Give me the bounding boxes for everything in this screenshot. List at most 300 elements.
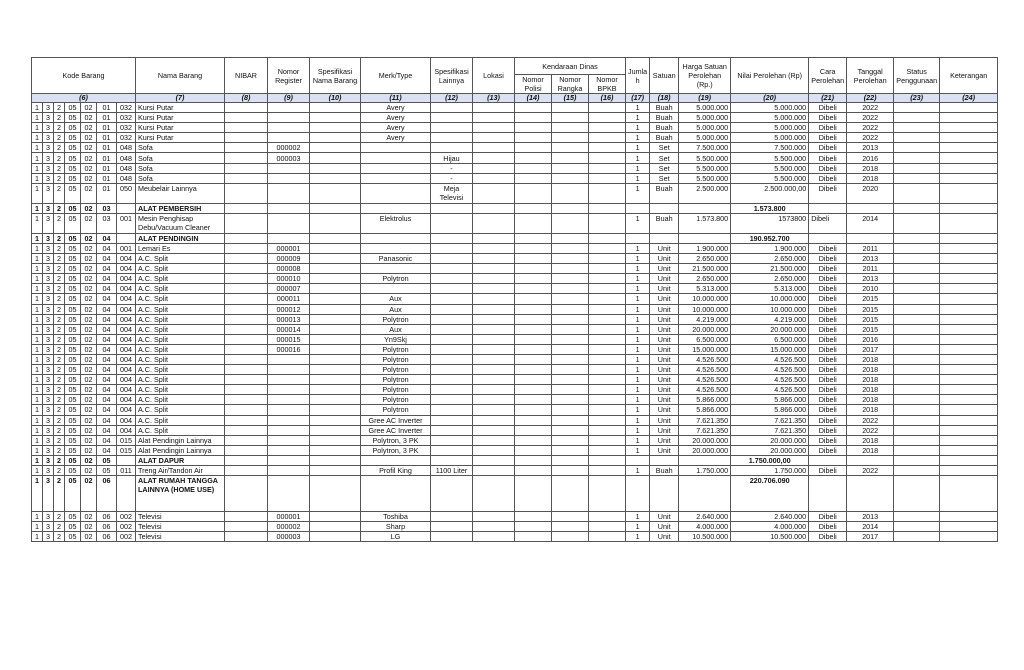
acquisition-method bbox=[809, 203, 847, 213]
kode-segment: 05 bbox=[65, 113, 81, 123]
spec-other: - bbox=[431, 163, 473, 173]
kode-segment: 004 bbox=[117, 264, 136, 274]
kode-segment: 2 bbox=[54, 455, 65, 465]
spec-name bbox=[310, 445, 361, 455]
register-number bbox=[268, 435, 310, 445]
nibar bbox=[225, 375, 268, 385]
kode-segment: 03 bbox=[97, 203, 117, 213]
kode-segment: 3 bbox=[43, 354, 54, 364]
kode-segment: 004 bbox=[117, 354, 136, 364]
spec-name bbox=[310, 103, 361, 113]
spec-name bbox=[310, 143, 361, 153]
kode-segment: 02 bbox=[81, 522, 97, 532]
item-name: Treng Air/Tandon Air bbox=[136, 466, 225, 476]
kode-segment: 004 bbox=[117, 294, 136, 304]
kode-segment: 2 bbox=[54, 203, 65, 213]
column-number: (15) bbox=[552, 94, 589, 103]
frame-number bbox=[552, 385, 589, 395]
kode-segment: 04 bbox=[97, 324, 117, 334]
item-name: A.C. Split bbox=[136, 425, 225, 435]
frame-number bbox=[552, 284, 589, 294]
item-name: Televisi bbox=[136, 532, 225, 542]
bpkb-number bbox=[589, 324, 626, 334]
usage-status bbox=[894, 123, 940, 133]
spec-other: Meja Televisi bbox=[431, 183, 473, 203]
kode-segment: 01 bbox=[97, 163, 117, 173]
remarks bbox=[940, 173, 998, 183]
kode-segment: 2 bbox=[54, 274, 65, 284]
table-row bbox=[32, 375, 998, 385]
bpkb-number bbox=[589, 334, 626, 344]
register-number bbox=[268, 103, 310, 113]
location bbox=[473, 304, 515, 314]
table-row bbox=[32, 344, 998, 354]
header-keterangan: Keterangan bbox=[940, 58, 998, 94]
spec-name bbox=[310, 385, 361, 395]
spec-name bbox=[310, 512, 361, 522]
kode-segment: 3 bbox=[43, 233, 54, 243]
item-name: Kursi Putar bbox=[136, 133, 225, 143]
usage-status bbox=[894, 455, 940, 465]
nibar bbox=[225, 274, 268, 284]
kode-segment: 04 bbox=[97, 233, 117, 243]
kode-segment: 3 bbox=[43, 334, 54, 344]
kode-segment: 05 bbox=[65, 163, 81, 173]
acquisition-method: Dibeli bbox=[809, 173, 847, 183]
table-row bbox=[32, 435, 998, 445]
table-row bbox=[32, 284, 998, 294]
table-row bbox=[32, 395, 998, 405]
bpkb-number bbox=[589, 385, 626, 395]
remarks bbox=[940, 243, 998, 253]
item-name: A.C. Split bbox=[136, 405, 225, 415]
acquisition-value: 5.500.000 bbox=[731, 153, 809, 163]
merk-type: Avery bbox=[361, 103, 431, 113]
kode-segment: 05 bbox=[65, 385, 81, 395]
kode-segment: 004 bbox=[117, 254, 136, 264]
acquisition-value: 5.866.000 bbox=[731, 395, 809, 405]
acquisition-value: 20.000.000 bbox=[731, 445, 809, 455]
acquisition-year: 2017 bbox=[847, 532, 894, 542]
kode-segment: 05 bbox=[65, 455, 81, 465]
unit-price: 2.650.000 bbox=[679, 254, 731, 264]
register-number bbox=[268, 365, 310, 375]
spec-name bbox=[310, 455, 361, 465]
merk-type: Avery bbox=[361, 113, 431, 123]
unit-price: 10.500.000 bbox=[679, 532, 731, 542]
location bbox=[473, 233, 515, 243]
kode-segment: 2 bbox=[54, 395, 65, 405]
table-row bbox=[32, 113, 998, 123]
kode-segment: 01 bbox=[97, 123, 117, 133]
acquisition-value: 4.526.500 bbox=[731, 385, 809, 395]
register-number bbox=[268, 385, 310, 395]
police-number bbox=[515, 264, 552, 274]
quantity: 1 bbox=[626, 314, 650, 324]
frame-number bbox=[552, 153, 589, 163]
item-name: A.C. Split bbox=[136, 415, 225, 425]
spec-name bbox=[310, 274, 361, 284]
police-number bbox=[515, 476, 552, 512]
quantity: 1 bbox=[626, 113, 650, 123]
kode-segment: 1 bbox=[32, 294, 43, 304]
kode-segment: 1 bbox=[32, 163, 43, 173]
table-row bbox=[32, 466, 998, 476]
unit: Unit bbox=[650, 264, 679, 274]
kode-segment: 05 bbox=[65, 264, 81, 274]
bpkb-number bbox=[589, 233, 626, 243]
table-row bbox=[32, 304, 998, 314]
acquisition-value: 10.500.000 bbox=[731, 532, 809, 542]
bpkb-number bbox=[589, 532, 626, 542]
kode-segment: 02 bbox=[81, 476, 97, 512]
police-number bbox=[515, 103, 552, 113]
acquisition-value: 1.750.000 bbox=[731, 466, 809, 476]
header-satuan: Satuan bbox=[650, 58, 679, 94]
table-row bbox=[32, 254, 998, 264]
kode-segment: 2 bbox=[54, 466, 65, 476]
nibar bbox=[225, 143, 268, 153]
header-spesifikasi-lainnya: Spesifikasi Lainnya bbox=[431, 58, 473, 94]
kode-segment: 02 bbox=[81, 254, 97, 264]
frame-number bbox=[552, 476, 589, 512]
kode-segment: 1 bbox=[32, 133, 43, 143]
acquisition-year: 2015 bbox=[847, 324, 894, 334]
kode-segment: 2 bbox=[54, 512, 65, 522]
register-number: 000003 bbox=[268, 153, 310, 163]
group-row bbox=[32, 476, 998, 512]
table-row bbox=[32, 522, 998, 532]
column-number: (16) bbox=[589, 94, 626, 103]
kode-segment: 2 bbox=[54, 405, 65, 415]
location bbox=[473, 375, 515, 385]
register-number bbox=[268, 466, 310, 476]
kode-segment: 05 bbox=[65, 435, 81, 445]
register-number: 000012 bbox=[268, 304, 310, 314]
kode-segment: 06 bbox=[97, 476, 117, 512]
bpkb-number bbox=[589, 365, 626, 375]
kode-segment: 004 bbox=[117, 365, 136, 375]
acquisition-value: 5.000.000 bbox=[731, 113, 809, 123]
register-number bbox=[268, 395, 310, 405]
kode-segment: 1 bbox=[32, 243, 43, 253]
acquisition-method: Dibeli bbox=[809, 354, 847, 364]
police-number bbox=[515, 344, 552, 354]
column-number: (10) bbox=[310, 94, 361, 103]
location bbox=[473, 143, 515, 153]
acquisition-year: 2022 bbox=[847, 466, 894, 476]
bpkb-number bbox=[589, 304, 626, 314]
spec-name bbox=[310, 243, 361, 253]
nibar bbox=[225, 304, 268, 314]
kode-segment: 3 bbox=[43, 123, 54, 133]
frame-number bbox=[552, 344, 589, 354]
merk-type: Polytron, 3 PK bbox=[361, 445, 431, 455]
spec-other bbox=[431, 133, 473, 143]
nibar bbox=[225, 354, 268, 364]
kode-segment: 2 bbox=[54, 123, 65, 133]
quantity bbox=[626, 455, 650, 465]
table-row bbox=[32, 354, 998, 364]
location bbox=[473, 435, 515, 445]
kode-segment: 004 bbox=[117, 314, 136, 324]
spec-name bbox=[310, 153, 361, 163]
merk-type: Panasonic bbox=[361, 254, 431, 264]
unit-price: 5.500.000 bbox=[679, 163, 731, 173]
unit-price: 20.000.000 bbox=[679, 324, 731, 334]
unit-price: 4.526.500 bbox=[679, 365, 731, 375]
kode-segment: 05 bbox=[65, 354, 81, 364]
frame-number bbox=[552, 264, 589, 274]
frame-number bbox=[552, 314, 589, 324]
kode-segment: 3 bbox=[43, 324, 54, 334]
table-row bbox=[32, 183, 998, 203]
usage-status bbox=[894, 173, 940, 183]
bpkb-number bbox=[589, 522, 626, 532]
acquisition-value: 10.000.000 bbox=[731, 294, 809, 304]
spec-other bbox=[431, 476, 473, 512]
bpkb-number bbox=[589, 183, 626, 203]
spec-name bbox=[310, 264, 361, 274]
bpkb-number bbox=[589, 466, 626, 476]
location bbox=[473, 133, 515, 143]
kode-segment: 3 bbox=[43, 385, 54, 395]
remarks bbox=[940, 233, 998, 243]
register-number bbox=[268, 445, 310, 455]
acquisition-method: Dibeli bbox=[809, 395, 847, 405]
spec-name bbox=[310, 365, 361, 375]
location bbox=[473, 385, 515, 395]
acquisition-method bbox=[809, 455, 847, 465]
table-row bbox=[32, 123, 998, 133]
unit-price: 7.621.350 bbox=[679, 415, 731, 425]
kode-segment: 002 bbox=[117, 532, 136, 542]
item-name: A.C. Split bbox=[136, 254, 225, 264]
register-number bbox=[268, 123, 310, 133]
merk-type: Polytron bbox=[361, 385, 431, 395]
spec-name bbox=[310, 522, 361, 532]
kode-segment: 3 bbox=[43, 133, 54, 143]
unit-price: 5.500.000 bbox=[679, 173, 731, 183]
kode-segment: 3 bbox=[43, 284, 54, 294]
frame-number bbox=[552, 243, 589, 253]
location bbox=[473, 405, 515, 415]
acquisition-year: 2018 bbox=[847, 435, 894, 445]
register-number bbox=[268, 375, 310, 385]
register-number bbox=[268, 476, 310, 512]
table-row bbox=[32, 143, 998, 153]
frame-number bbox=[552, 233, 589, 243]
kode-segment: 1 bbox=[32, 522, 43, 532]
kode-segment: 1 bbox=[32, 113, 43, 123]
kode-segment: 2 bbox=[54, 103, 65, 113]
kode-segment: 048 bbox=[117, 173, 136, 183]
column-number: (9) bbox=[268, 94, 310, 103]
acquisition-method: Dibeli bbox=[809, 435, 847, 445]
nibar bbox=[225, 395, 268, 405]
kode-segment: 1 bbox=[32, 324, 43, 334]
kode-segment: 032 bbox=[117, 123, 136, 133]
remarks bbox=[940, 354, 998, 364]
item-name: A.C. Split bbox=[136, 274, 225, 284]
spec-name bbox=[310, 435, 361, 445]
acquisition-method: Dibeli bbox=[809, 213, 847, 233]
acquisition-value: 6.500.000 bbox=[731, 334, 809, 344]
remarks bbox=[940, 415, 998, 425]
column-number: (21) bbox=[809, 94, 847, 103]
item-name: A.C. Split bbox=[136, 375, 225, 385]
kode-segment: 1 bbox=[32, 425, 43, 435]
police-number bbox=[515, 466, 552, 476]
unit bbox=[650, 233, 679, 243]
kode-segment: 05 bbox=[65, 512, 81, 522]
kode-segment: 04 bbox=[97, 254, 117, 264]
bpkb-number bbox=[589, 344, 626, 354]
usage-status bbox=[894, 294, 940, 304]
usage-status bbox=[894, 354, 940, 364]
spec-other bbox=[431, 213, 473, 233]
unit-price: 2.650.000 bbox=[679, 274, 731, 284]
spec-name bbox=[310, 415, 361, 425]
spec-other bbox=[431, 405, 473, 415]
kode-segment: 1 bbox=[32, 344, 43, 354]
kode-segment: 02 bbox=[81, 466, 97, 476]
register-number: 000002 bbox=[268, 143, 310, 153]
kode-segment: 3 bbox=[43, 455, 54, 465]
unit-price: 10.000.000 bbox=[679, 294, 731, 304]
unit: Unit bbox=[650, 254, 679, 264]
kode-segment: 3 bbox=[43, 466, 54, 476]
acquisition-method: Dibeli bbox=[809, 385, 847, 395]
location bbox=[473, 203, 515, 213]
remarks bbox=[940, 532, 998, 542]
spec-other bbox=[431, 435, 473, 445]
kode-segment: 2 bbox=[54, 143, 65, 153]
item-name: ALAT DAPUR bbox=[136, 455, 225, 465]
quantity bbox=[626, 476, 650, 512]
acquisition-method: Dibeli bbox=[809, 334, 847, 344]
kode-segment: 3 bbox=[43, 435, 54, 445]
kode-segment: 05 bbox=[65, 324, 81, 334]
spec-name bbox=[310, 173, 361, 183]
quantity bbox=[626, 233, 650, 243]
acquisition-value: 2.650.000 bbox=[731, 254, 809, 264]
kode-segment: 02 bbox=[81, 113, 97, 123]
kode-segment: 1 bbox=[32, 304, 43, 314]
usage-status bbox=[894, 405, 940, 415]
kode-segment: 06 bbox=[97, 512, 117, 522]
usage-status bbox=[894, 375, 940, 385]
kode-segment: 05 bbox=[65, 375, 81, 385]
nibar bbox=[225, 233, 268, 243]
acquisition-method: Dibeli bbox=[809, 133, 847, 143]
spec-other bbox=[431, 344, 473, 354]
unit-price: 15.000.000 bbox=[679, 344, 731, 354]
acquisition-year: 2013 bbox=[847, 254, 894, 264]
column-number-row bbox=[32, 94, 998, 103]
usage-status bbox=[894, 133, 940, 143]
acquisition-year: 2013 bbox=[847, 512, 894, 522]
remarks bbox=[940, 274, 998, 284]
unit: Set bbox=[650, 153, 679, 163]
kode-segment: 05 bbox=[65, 532, 81, 542]
unit-price: 2.500.000 bbox=[679, 183, 731, 203]
bpkb-number bbox=[589, 213, 626, 233]
header-kode-barang: Kode Barang bbox=[32, 58, 136, 94]
acquisition-value: 5.500.000 bbox=[731, 173, 809, 183]
acquisition-year bbox=[847, 455, 894, 465]
quantity: 1 bbox=[626, 445, 650, 455]
bpkb-number bbox=[589, 435, 626, 445]
register-number: 000015 bbox=[268, 334, 310, 344]
kode-segment: 02 bbox=[81, 173, 97, 183]
kode-segment: 3 bbox=[43, 476, 54, 512]
kode-segment: 3 bbox=[43, 415, 54, 425]
acquisition-method: Dibeli bbox=[809, 405, 847, 415]
merk-type: Aux bbox=[361, 324, 431, 334]
bpkb-number bbox=[589, 314, 626, 324]
quantity: 1 bbox=[626, 466, 650, 476]
nibar bbox=[225, 425, 268, 435]
spec-name bbox=[310, 284, 361, 294]
unit-price bbox=[679, 203, 731, 213]
spec-other bbox=[431, 375, 473, 385]
unit: Set bbox=[650, 173, 679, 183]
usage-status bbox=[894, 153, 940, 163]
nibar bbox=[225, 183, 268, 203]
nibar bbox=[225, 254, 268, 264]
nibar bbox=[225, 243, 268, 253]
nibar bbox=[225, 415, 268, 425]
merk-type: Profil King bbox=[361, 466, 431, 476]
acquisition-value: 5.000.000 bbox=[731, 123, 809, 133]
kode-segment: 1 bbox=[32, 203, 43, 213]
merk-type: Gree AC Inverter bbox=[361, 415, 431, 425]
acquisition-method: Dibeli bbox=[809, 183, 847, 203]
kode-segment: 004 bbox=[117, 405, 136, 415]
usage-status bbox=[894, 264, 940, 274]
acquisition-method bbox=[809, 476, 847, 512]
frame-number bbox=[552, 274, 589, 284]
acquisition-method: Dibeli bbox=[809, 264, 847, 274]
acquisition-year bbox=[847, 203, 894, 213]
bpkb-number bbox=[589, 375, 626, 385]
usage-status bbox=[894, 254, 940, 264]
kode-segment: 048 bbox=[117, 143, 136, 153]
usage-status bbox=[894, 435, 940, 445]
acquisition-value: 1.900.000 bbox=[731, 243, 809, 253]
kode-segment: 3 bbox=[43, 203, 54, 213]
kode-segment: 02 bbox=[81, 385, 97, 395]
column-number: (24) bbox=[940, 94, 998, 103]
quantity: 1 bbox=[626, 304, 650, 314]
kode-segment: 1 bbox=[32, 213, 43, 233]
kode-segment: 1 bbox=[32, 415, 43, 425]
kode-segment: 02 bbox=[81, 213, 97, 233]
location bbox=[473, 455, 515, 465]
remarks bbox=[940, 254, 998, 264]
spec-other bbox=[431, 294, 473, 304]
kode-segment: 05 bbox=[65, 133, 81, 143]
kode-segment: 2 bbox=[54, 445, 65, 455]
remarks bbox=[940, 294, 998, 304]
acquisition-year bbox=[847, 233, 894, 243]
column-number: (8) bbox=[225, 94, 268, 103]
remarks bbox=[940, 395, 998, 405]
kode-segment: 04 bbox=[97, 284, 117, 294]
usage-status bbox=[894, 103, 940, 113]
police-number bbox=[515, 153, 552, 163]
